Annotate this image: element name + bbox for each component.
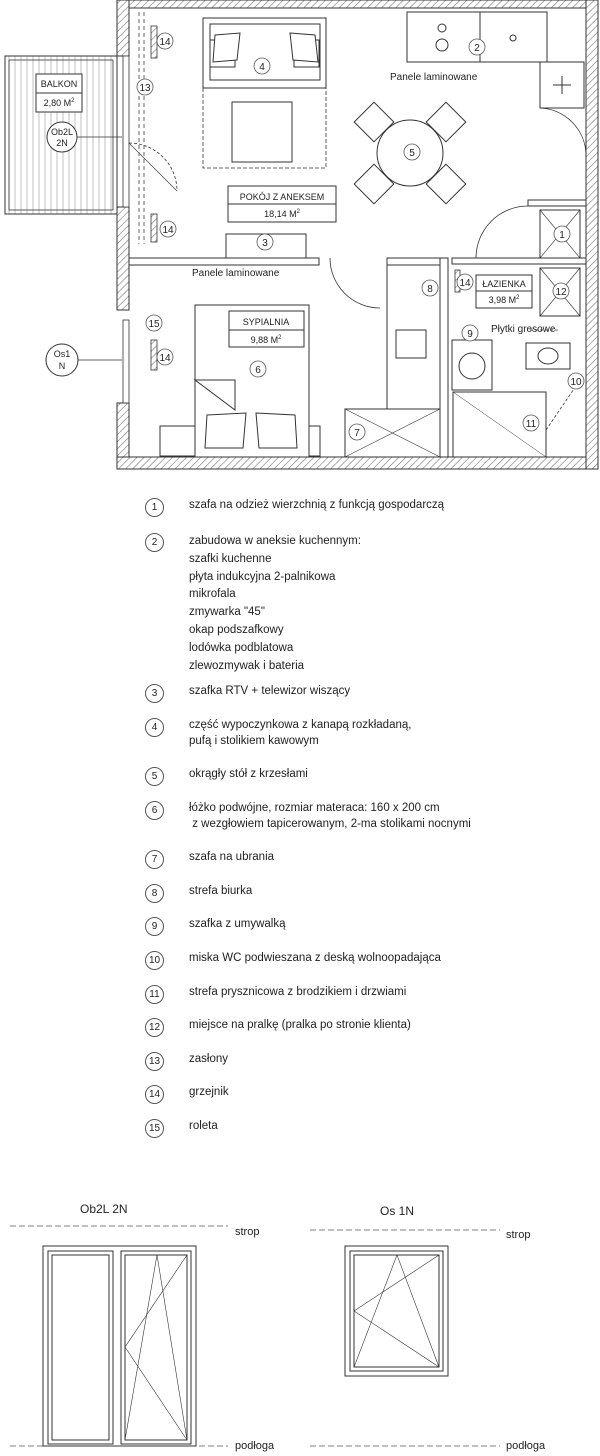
ob2l-window-drawing <box>43 1246 196 1446</box>
balkon-area: 2,80 $M^2$ <box>43 98 75 108</box>
legend-item <box>140 917 286 936</box>
legend-text: szafa na odzież wierzchnią z funkcją gospodarczą <box>189 499 445 511</box>
bathroom <box>452 340 570 457</box>
lazienka-area: 3,98 $M^2$ <box>488 295 520 305</box>
os1n-strop-label: strop <box>506 1229 531 1241</box>
legend-text: roleta <box>189 1120 218 1132</box>
svg-text:10: 10 <box>570 377 582 388</box>
sofa <box>203 18 326 162</box>
legend-number: 9 <box>145 917 164 936</box>
svg-text:14: 14 <box>459 278 471 289</box>
pokoj-area: 18,14 $M^2$ <box>264 209 300 219</box>
legend-text: miejsce na pralkę (pralka po stronie klienta) <box>189 1019 411 1031</box>
svg-text:7: 7 <box>354 428 360 439</box>
balcony-door-tag-line2: 2N <box>56 138 68 148</box>
legend-number: 5 <box>145 767 164 786</box>
legend-text: zabudowa w aneksie kuchennym: szafki kuchenne płyta indukcyjna 2-palnikowa mikrofala zmywarka "45" okap podszafkowy lodówka podblatowa zlewozmywak i bateria <box>189 535 361 672</box>
legend-text: część wypoczynkowa z kanapą rozkładaną, pufą i stolikiem kawowym <box>189 719 412 747</box>
legend-number: 8 <box>145 884 164 903</box>
legend-item <box>140 684 350 703</box>
os1n-podloga-label: podłoga <box>506 1440 546 1452</box>
legend-item <box>140 801 471 833</box>
legend-number: 12 <box>145 1018 164 1037</box>
svg-text:1: 1 <box>559 230 565 241</box>
legend-text: grzejnik <box>189 1086 229 1098</box>
svg-text:8: 8 <box>427 284 433 295</box>
svg-text:13: 13 <box>139 83 151 94</box>
legend-number: 4 <box>145 718 164 737</box>
legend-item <box>140 498 444 517</box>
svg-text:4: 4 <box>259 62 265 73</box>
legend-item <box>140 951 441 970</box>
legend-text: miska WC podwieszana z deską wolnoopadająca <box>189 952 441 964</box>
svg-text:14: 14 <box>159 353 171 364</box>
ob2l-podloga-label: podłoga <box>235 1440 275 1452</box>
sypialnia-label: SYPIALNIA <box>242 317 290 327</box>
svg-text:9: 9 <box>467 329 473 340</box>
legend-item <box>140 533 361 675</box>
legend-text: okrągły stół z krzesłami <box>189 768 308 780</box>
svg-text:11: 11 <box>525 419 537 430</box>
floor-label-plytki: Płytki gresowe <box>491 324 556 335</box>
window-elevations <box>0 1000 600 1456</box>
legend-number: 10 <box>145 951 164 970</box>
legend-text: łóżko podwójne, rozmiar materaca: 160 x 200 cm z wezgłowiem tapicerowanym, 2-ma stolikami nocnymi <box>189 802 471 830</box>
legend-number: 7 <box>145 850 164 869</box>
legend-number: 13 <box>145 1052 164 1071</box>
ob2l-strop-label: strop <box>235 1226 260 1238</box>
legend-item <box>140 884 252 903</box>
legend-text: szafka z umywalką <box>189 918 286 930</box>
legend-number: 14 <box>145 1085 164 1104</box>
svg-text:14: 14 <box>159 37 171 48</box>
kitchen <box>407 12 584 108</box>
svg-text:6: 6 <box>255 365 261 376</box>
legend-text: zasłony <box>189 1053 228 1065</box>
sypialnia-area: 9,88 $M^2$ <box>250 335 282 345</box>
svg-text:5: 5 <box>409 148 415 159</box>
legend-text: strefa biurka <box>189 885 253 897</box>
floor-label-panele-2: Panele laminowane <box>192 268 280 279</box>
balkon-label: BALKON <box>40 79 78 89</box>
legend-number: 3 <box>145 684 164 703</box>
svg-text:12: 12 <box>555 287 567 298</box>
svg-text:2: 2 <box>474 43 480 54</box>
floor-label-panele-1: Panele laminowane <box>390 72 478 83</box>
legend-number: 15 <box>145 1119 164 1138</box>
legend-item <box>140 767 308 786</box>
svg-text:15: 15 <box>148 319 160 330</box>
legend-item <box>140 850 274 869</box>
svg-text:14: 14 <box>162 225 174 236</box>
legend-number: 11 <box>145 985 164 1004</box>
bedroom-window-tag-line1: Os1 <box>53 349 71 359</box>
ob2l-title: Ob2L 2N <box>80 1202 128 1216</box>
floor-plan <box>0 0 600 480</box>
balcony-door-tag-line1: Ob2L <box>50 127 74 137</box>
os1n-window-drawing <box>345 1246 448 1376</box>
bedroom-window-tag-line2: N <box>58 361 66 371</box>
legend-item <box>140 718 411 750</box>
svg-text:3: 3 <box>262 238 268 249</box>
lazienka-label: ŁAZIENKA <box>482 279 526 289</box>
os1n-title: Os 1N <box>380 1204 415 1218</box>
legend-text: szafa na ubrania <box>189 851 275 863</box>
legend-number: 1 <box>145 498 164 517</box>
legend-number: 2 <box>145 533 164 552</box>
legend-text: szafka RTV + telewizor wiszący <box>189 685 351 697</box>
legend-number: 6 <box>145 801 164 820</box>
legend-text: strefa prysznicowa z brodzikiem i drzwiami <box>189 986 407 998</box>
pokoj-label: POKÓJ Z ANEKSEM <box>239 192 325 202</box>
